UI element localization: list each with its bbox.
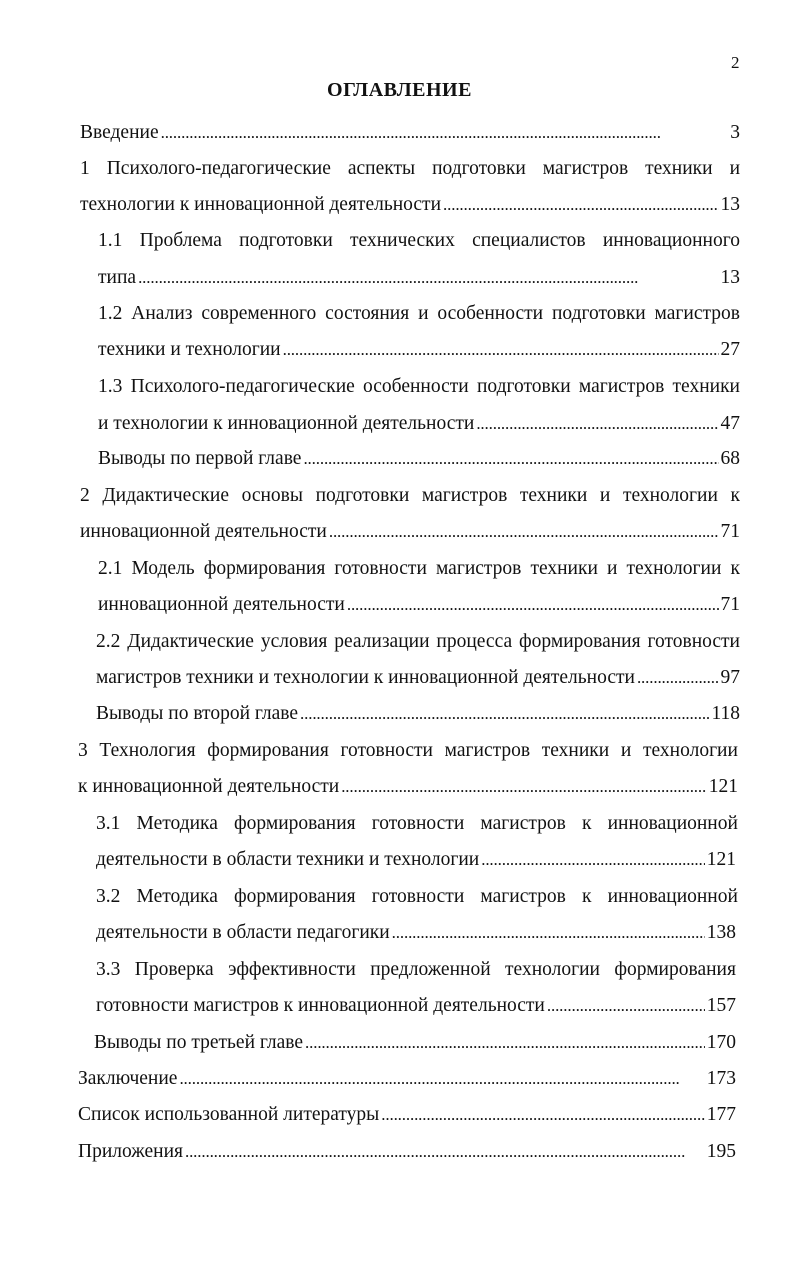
toc-entry-word: реализации [334,631,430,652]
dot-leader [381,1103,704,1127]
toc-page-number: 195 [706,1141,736,1162]
toc-entry-title: Выводы по второй главе [96,703,299,724]
toc-entry-number: 3.2 [96,886,121,907]
toc-entry-word: и [418,303,429,324]
dot-leader [637,666,719,690]
dot-leader [179,1067,704,1091]
toc-entry-word: готовности [340,740,433,761]
toc-entry-word: и [606,558,618,579]
dot-leader [476,412,718,436]
dot-leader [305,1031,705,1055]
toc-entry-word: к [581,813,592,834]
toc-entry-line[interactable] [96,812,738,836]
toc-entry-word: магистров [480,813,566,834]
toc-entry-line[interactable] [96,702,740,726]
toc-entry-word: подготовки [432,158,526,179]
toc-entry-title: инновационной деятельности [98,594,345,615]
toc-entry-title: инновационной деятельности [80,521,327,542]
toc-entry-word: Модель [131,558,195,579]
dot-leader [283,338,719,362]
toc-entry-line[interactable] [78,775,738,799]
toc-page-number: 3 [730,122,740,143]
toc-entry-word: условия [260,631,328,652]
toc-entry-line[interactable] [78,1140,736,1164]
toc-entry-word: Технология [99,740,196,761]
toc-entry-number: 1.2 [98,303,123,324]
toc-page-number: 177 [706,1104,736,1125]
toc-entry-number: 3 [78,740,88,761]
toc-page-number: 118 [711,703,740,724]
toc-entry-word: магистров [444,740,531,761]
toc-entry-word: особенности [363,376,469,397]
toc-entry-word: Дидактические [127,631,254,652]
toc-entry-word: магистров [654,303,740,324]
toc-entry-line[interactable] [94,1031,736,1055]
toc-entry-number: 3.1 [96,813,121,834]
toc-page-number: 68 [720,448,740,469]
toc-entry-title: магистров техники и технологии к инновационной деятельности [96,667,635,688]
toc-entry-word: магистров [480,886,566,907]
toc-entry-word: формирования [234,886,356,907]
toc-entry-word: Методика [136,886,218,907]
toc-entry-word: технологии [505,959,600,980]
toc-entry-title: деятельности в области техники и технологии [96,849,480,870]
toc-entry-line[interactable] [80,520,740,544]
toc-entry-number: 1.3 [98,376,123,397]
toc-entry-word: техники [645,158,713,179]
toc-entry-line[interactable] [78,1103,736,1127]
dot-leader [303,447,718,471]
toc-entry-line[interactable] [96,885,738,909]
toc-entry-word: инновационной [607,813,738,834]
toc-entry-word: эффективности [228,959,356,980]
toc-entry-word: основы [241,485,303,506]
toc-entry-line[interactable] [98,266,740,290]
toc-entry-word: готовности [371,813,465,834]
toc-entry-word: особенности [437,303,544,324]
toc-entry-line[interactable] [98,302,740,326]
toc-entry-number: 2.1 [98,558,123,579]
toc-entry-line[interactable] [80,157,740,181]
toc-entry-word: магистров [421,485,508,506]
dot-leader [481,848,705,872]
toc-entry-word: подготовки [239,230,333,251]
toc-entry-line[interactable] [98,229,740,253]
toc-entry-title: техники и технологии [98,339,281,360]
toc-entry-word: Дидактические [102,485,229,506]
toc-entry-word: современного [201,303,317,324]
toc-entry-word: магистров [578,376,665,397]
dot-leader [329,520,719,544]
toc-page-number: 157 [706,995,736,1016]
toc-entry-title: к инновационной деятельности [78,776,340,797]
toc-entry-title: Выводы по третьей главе [94,1032,304,1053]
toc-entry-word: и [620,740,632,761]
toc-entry-word: техники [541,740,610,761]
toc-entry-line[interactable] [78,1067,736,1091]
toc-entry-word: подготовки [476,376,571,397]
toc-entry-line[interactable] [80,193,740,217]
toc-page-number: 27 [720,339,740,360]
toc-page-number: 71 [720,594,740,615]
page-number: 2 [731,53,740,72]
toc-entry-word: состояния [325,303,410,324]
toc-entry-title: Приложения [78,1141,183,1162]
dot-leader [138,266,718,290]
toc-page-number: 170 [706,1032,736,1053]
toc-page-number: 173 [706,1068,736,1089]
toc-entry-line[interactable] [98,412,740,436]
toc-entry-title: деятельности в области педагогики [96,922,390,943]
toc-entry-word: Анализ [131,303,193,324]
toc-page-number: 47 [720,413,740,434]
toc-entry-word: техники [519,485,588,506]
toc-entry-line[interactable] [98,593,740,617]
dot-leader [300,702,709,726]
toc-entry-word: Проверка [134,959,214,980]
toc-entry-line[interactable] [96,630,740,654]
toc-entry-word: Психолого-педагогические [130,376,355,397]
toc-entry-word: формирования [519,631,641,652]
toc-entry-word: подготовки [315,485,410,506]
toc-entry-line[interactable] [98,557,740,581]
toc-entry-word: формирования [234,813,356,834]
toc-entry-word: Проблема [139,230,222,251]
toc-entry-word: готовности [647,631,740,652]
toc-entry-word: формирования [614,959,736,980]
toc-entry-title: Заключение [78,1068,178,1089]
dot-leader [161,121,729,145]
toc-entry-word: специалистов [472,230,586,251]
toc-entry-title: и технологии к инновационной деятельности [98,413,475,434]
toc-entry-word: подготовки [551,303,646,324]
toc-entry-title: Список использованной литературы [78,1104,380,1125]
toc-entry-line[interactable] [78,739,738,763]
toc-entry-word: к [730,485,740,506]
toc-entry-number: 3.3 [96,959,121,980]
dot-leader [341,775,707,799]
toc-entry-number: 2.2 [96,631,121,652]
toc-entry-line[interactable] [96,921,736,945]
toc-entry-word: Психолого-педагогические [106,158,331,179]
toc-entry-word: технологии [642,740,738,761]
toc-entry-word: процесса [436,631,513,652]
toc-page-number: 138 [706,922,736,943]
toc-entry-line[interactable] [96,848,736,872]
toc-entry-word: техники [672,376,740,397]
toc-entry-title: Введение [80,122,159,143]
toc-entry-word: аспекты [347,158,416,179]
toc-entry-word: к [730,558,740,579]
toc-entry-line[interactable] [80,484,740,508]
toc-entry-word: технических [350,230,455,251]
toc-entry-word: магистров [542,158,629,179]
toc-entry-line[interactable] [96,958,736,982]
toc-page-number: 71 [720,521,740,542]
toc-entry-title: Выводы по первой главе [98,448,302,469]
toc-entry-word: готовности [334,558,427,579]
toc-entry-word: к [581,886,592,907]
toc-entry-word: предложенной [370,959,491,980]
toc-page-number: 13 [720,267,740,288]
dot-leader [185,1140,705,1164]
toc-entry-line[interactable] [98,375,740,399]
toc-entry-line[interactable] [80,121,740,145]
dot-leader [443,193,718,217]
toc-entry-word: и [599,485,611,506]
toc-entry-word: инновационной [607,886,738,907]
toc-entry-line[interactable] [98,447,740,471]
toc-page-number: 121 [706,849,736,870]
toc-page-number: 13 [720,194,740,215]
toc-entry-word: и [729,158,740,179]
toc-entry-word: инновационного [602,230,740,251]
toc-entry-line[interactable] [96,666,740,690]
toc-entry-word: Методика [136,813,218,834]
toc-entry-word: формирования [207,740,329,761]
toc-page-number: 97 [720,667,740,688]
toc-entry-line[interactable] [98,338,740,362]
dot-leader [547,994,705,1018]
toc-entry-word: формирования [203,558,326,579]
dot-leader [392,921,705,945]
toc-entry-word: техники [530,558,598,579]
page-title: ОГЛАВЛЕНИЕ [327,79,472,101]
toc-entry-title: типа [98,267,137,288]
toc-page-number: 121 [708,776,738,797]
toc-entry-word: магистров [435,558,522,579]
toc-entry-line[interactable] [96,994,736,1018]
toc-entry-word: готовности [371,886,465,907]
toc-entry-number: 1.1 [98,230,123,251]
toc-entry-number: 1 [80,158,90,179]
dot-leader [347,593,719,617]
toc-entry-title: технологии к инновационной деятельности [80,194,442,215]
toc-entry-word: технологии [622,485,718,506]
toc-entry-number: 2 [80,485,90,506]
toc-entry-title: готовности магистров к инновационной деятельности [96,995,545,1016]
toc-entry-word: технологии [626,558,722,579]
